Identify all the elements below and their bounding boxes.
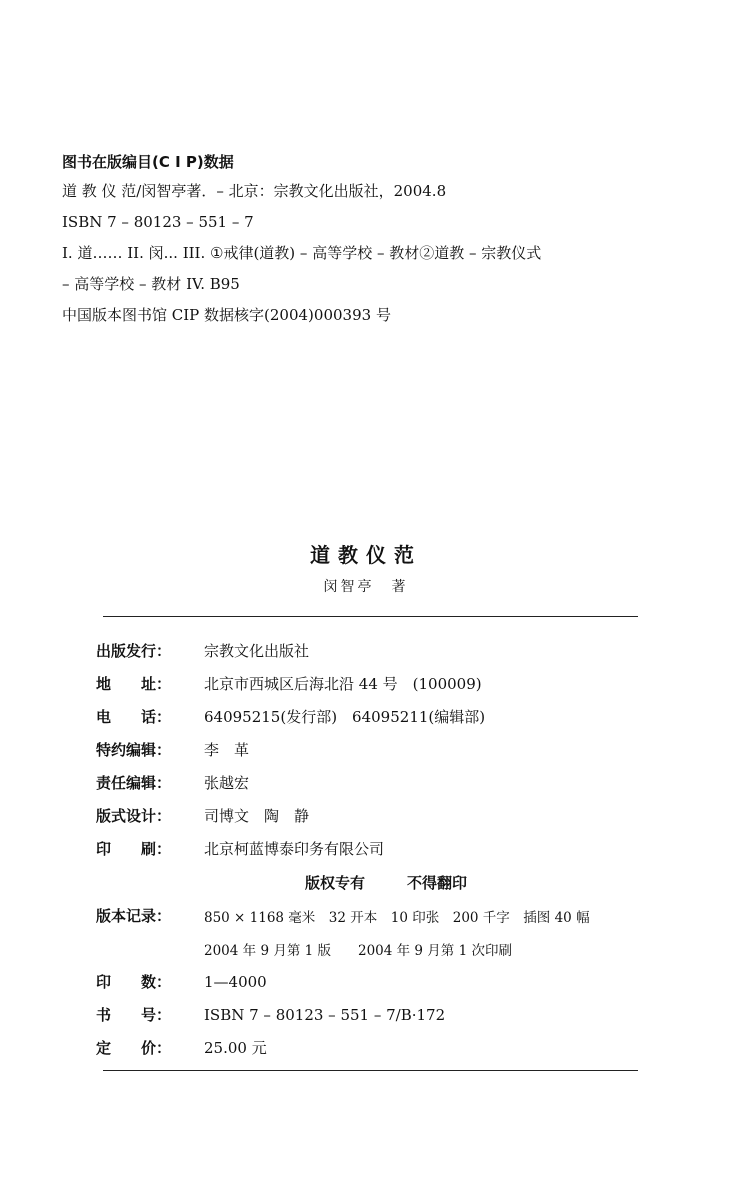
price-value: 25.00 元: [204, 1039, 267, 1057]
publication-info: [96, 634, 656, 1064]
copyright-notice: [96, 865, 656, 899]
printer-label: 印 刷：: [96, 840, 172, 858]
info-row-isbn: [96, 998, 656, 1031]
phone-label: 电 话：: [96, 708, 172, 726]
copyright-left: 版权专有: [304, 873, 365, 892]
publisher-value: 宗教文化出版社: [204, 642, 310, 660]
info-row-editor: [96, 766, 656, 799]
info-row-phone: [96, 700, 656, 733]
publisher-label: 出版发行：: [96, 642, 172, 660]
isbn-label: 书 号：: [96, 1006, 172, 1024]
printer-value: 北京柯蓝博泰印务有限公司: [204, 840, 385, 858]
print-run-label: 印 数：: [96, 973, 172, 991]
cip-line-classification-cont: – 高等学校 – 教材 IV. B95: [62, 275, 240, 293]
info-row-special-editor: [96, 733, 656, 766]
cip-line-classification: I. 道…… II. 闵... III. ①戒律(道教) – 高等学校 – 教材②道教 – 宗教仪式: [62, 244, 542, 262]
isbn-value: ISBN 7 – 80123 – 551 – 7/B·172: [204, 1005, 446, 1024]
info-row-printer: [96, 832, 656, 865]
info-row-designer: [96, 799, 656, 832]
copyright-right: 不得翻印: [407, 873, 468, 892]
special-editor-value: 李 革: [204, 741, 250, 759]
top-divider: [103, 616, 638, 617]
info-row-price: [96, 1031, 656, 1064]
cip-line-record-number: 中国版本图书馆 CIP 数据核字(2004)000393 号: [62, 306, 391, 324]
special-editor-label: 特约编辑：: [96, 741, 172, 759]
info-row-address: [96, 667, 656, 700]
info-row-edition-cont: [96, 932, 656, 965]
address-value: 北京市西城区后海北沿 44 号 (100009): [204, 675, 482, 693]
info-row-publisher: [96, 634, 656, 667]
bottom-divider: [103, 1070, 638, 1071]
address-label: 地 址：: [96, 675, 172, 693]
designer-value: 司博文 陶 静: [204, 807, 310, 825]
editor-label: 责任编辑：: [96, 774, 172, 792]
cip-line-title: 道 教 仪 范/闵智亭著．– 北京：宗教文化出版社，2004.8: [62, 182, 447, 200]
edition-line2: 2004 年 9 月第 1 版 2004 年 9 月第 1 次印刷: [204, 942, 512, 959]
editor-value: 张越宏: [204, 774, 250, 792]
price-label: 定 价：: [96, 1039, 172, 1057]
designer-label: 版式设计：: [96, 807, 172, 825]
cip-line-isbn: ISBN 7 – 80123 – 551 – 7: [62, 213, 254, 231]
info-row-edition: [96, 899, 656, 932]
book-author: 闵智亭 著: [323, 579, 409, 595]
edition-label: 版本记录：: [96, 907, 172, 925]
title-block: [0, 540, 732, 598]
cip-block: [62, 150, 712, 335]
info-row-print-run: [96, 965, 656, 998]
edition-line1: 850 × 1168 毫米 32 开本 10 印张 200 千字 插图 40 幅: [204, 909, 590, 926]
cip-heading: 图书在版编目(C I P)数据: [62, 153, 234, 171]
print-run-value: 1—4000: [204, 972, 267, 991]
phone-value: 64095215(发行部) 64095211(编辑部): [204, 708, 486, 726]
book-title: 道教仪范: [310, 543, 422, 567]
